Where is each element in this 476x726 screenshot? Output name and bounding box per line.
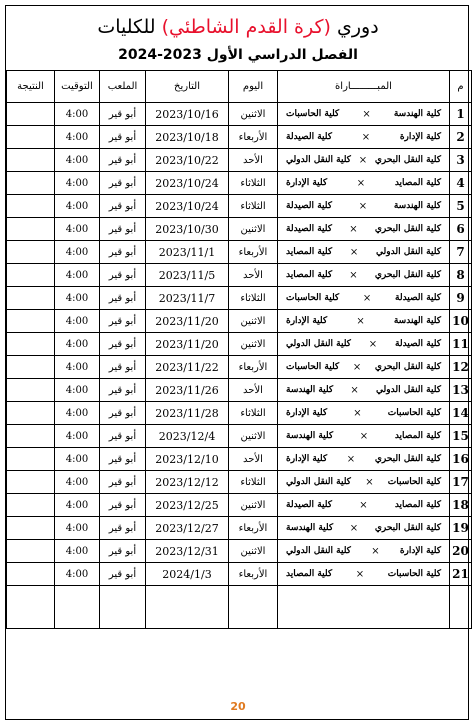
match-date: 2023/11/28 — [146, 402, 229, 425]
table-row — [7, 563, 472, 586]
vs-mark: × — [365, 476, 374, 488]
team-a: كلية النقل الدولي — [376, 385, 441, 395]
match-venue: أبو قير — [100, 517, 146, 540]
match-cell — [278, 517, 450, 540]
team-a: كلية الحاسبات — [387, 569, 441, 579]
match-day: الأحد — [229, 448, 278, 471]
match-cell — [278, 241, 450, 264]
vs-mark: × — [361, 131, 371, 143]
schedule-table — [6, 70, 472, 629]
team-a: كلية النقل البحري — [374, 155, 441, 165]
team-b: كلية الإدارة — [286, 454, 328, 464]
match-day: الأحد — [229, 379, 278, 402]
match-venue: أبو قير — [100, 287, 146, 310]
table-row — [7, 471, 472, 494]
team-a: كلية الصيدلة — [395, 293, 441, 303]
team-a: كلية النقل البحري — [374, 454, 441, 464]
match-date: 2023/12/27 — [146, 517, 229, 540]
match-venue: أبو قير — [100, 310, 146, 333]
team-b: كلية النقل الدولي — [286, 339, 351, 349]
team-a: كلية الحاسبات — [387, 408, 441, 418]
team-a: كلية الهندسة — [393, 201, 441, 211]
vs-mark: × — [350, 384, 359, 396]
match-result — [7, 471, 55, 494]
team-a: كلية النقل البحري — [374, 523, 441, 533]
match-cell — [278, 448, 450, 471]
team-b: كلية الحاسبات — [286, 362, 340, 372]
match-date: 2023/10/30 — [146, 218, 229, 241]
match-number: 15 — [450, 425, 472, 448]
match-date: 2023/10/16 — [146, 103, 229, 126]
match-cell — [278, 218, 450, 241]
match-venue: أبو قير — [100, 241, 146, 264]
team-a: كلية النقل البحري — [374, 224, 441, 234]
match-day: الاثنين — [229, 540, 278, 563]
match-time: 4:00 — [55, 103, 100, 126]
vs-mark: × — [349, 246, 359, 258]
match-cell — [278, 126, 450, 149]
team-b: كلية الإدارة — [286, 316, 328, 326]
match-time: 4:00 — [55, 310, 100, 333]
match-result — [7, 494, 55, 517]
match-result — [7, 563, 55, 586]
match-teams — [278, 477, 449, 488]
match-venue: أبو قير — [100, 425, 146, 448]
match-date: 2023/12/25 — [146, 494, 229, 517]
empty-cell — [278, 586, 450, 629]
team-a: كلية الصيدلة — [395, 339, 441, 349]
match-result — [7, 379, 55, 402]
match-result — [7, 448, 55, 471]
match-date: 2023/12/12 — [146, 471, 229, 494]
team-b: كلية النقل الدولي — [286, 155, 351, 165]
team-a: كلية المصايد — [394, 431, 441, 441]
team-a: كلية الحاسبات — [387, 477, 441, 487]
vs-mark: × — [356, 177, 366, 189]
match-result — [7, 218, 55, 241]
match-day: الأربعاء — [229, 517, 278, 540]
team-b: كلية المصايد — [286, 270, 333, 280]
match-result — [7, 149, 55, 172]
team-a: كلية الهندسة — [393, 109, 441, 119]
match-day: الأربعاء — [229, 241, 278, 264]
table-header-row — [7, 71, 472, 103]
match-number: 18 — [450, 494, 472, 517]
match-cell — [278, 264, 450, 287]
match-time: 4:00 — [55, 425, 100, 448]
match-cell — [278, 471, 450, 494]
match-result — [7, 172, 55, 195]
match-time: 4:00 — [55, 356, 100, 379]
match-day: الاثنين — [229, 310, 278, 333]
match-cell — [278, 333, 450, 356]
document-subtitle: الفصل الدراسي الأول 2023-2024 — [118, 47, 358, 63]
match-result — [7, 195, 55, 218]
match-teams — [278, 523, 449, 534]
match-venue: أبو قير — [100, 471, 146, 494]
team-a: كلية الإدارة — [399, 132, 441, 142]
match-day: الاثنين — [229, 218, 278, 241]
match-teams — [278, 201, 449, 212]
vs-mark: × — [368, 338, 378, 350]
table-row — [7, 149, 472, 172]
match-day: الاثنين — [229, 425, 278, 448]
match-result — [7, 310, 55, 333]
match-date: 2023/11/22 — [146, 356, 229, 379]
team-b: كلية الصيدلة — [286, 500, 332, 510]
empty-cell — [450, 586, 472, 629]
match-result — [7, 241, 55, 264]
team-b: كلية الصيدلة — [286, 224, 333, 234]
match-day: الثلاثاء — [229, 471, 278, 494]
col-header-time: التوقيت — [55, 71, 100, 103]
match-cell — [278, 540, 450, 563]
vs-mark: × — [358, 154, 368, 166]
team-a: كلية النقل البحري — [374, 362, 441, 372]
match-number: 10 — [450, 310, 472, 333]
team-b: كلية الصيدلة — [286, 201, 332, 211]
vs-mark: × — [353, 407, 362, 419]
match-teams — [278, 431, 449, 442]
title-suffix: للكليات — [97, 16, 162, 38]
match-venue: أبو قير — [100, 448, 146, 471]
vs-mark: × — [359, 430, 369, 442]
match-time: 4:00 — [55, 402, 100, 425]
match-number: 9 — [450, 287, 472, 310]
match-result — [7, 402, 55, 425]
vs-mark: × — [359, 499, 368, 511]
match-time: 4:00 — [55, 172, 100, 195]
team-b: كلية الإدارة — [286, 408, 328, 418]
match-day: الأربعاء — [229, 356, 278, 379]
match-number: 21 — [450, 563, 472, 586]
match-date: 2023/10/24 — [146, 172, 229, 195]
title-sport-name: (كرة القدم الشاطئي) — [161, 16, 331, 38]
col-header-num: م — [450, 71, 472, 103]
vs-mark: × — [362, 292, 372, 304]
match-result — [7, 517, 55, 540]
table-row — [7, 126, 472, 149]
team-a: كلية الهندسة — [393, 316, 441, 326]
match-teams — [278, 408, 449, 419]
match-teams — [278, 293, 449, 304]
match-day: الثلاثاء — [229, 172, 278, 195]
table-row — [7, 379, 472, 402]
team-b: كلية النقل الدولي — [286, 546, 351, 556]
vs-mark: × — [352, 361, 362, 373]
match-teams — [278, 362, 449, 373]
match-time: 4:00 — [55, 241, 100, 264]
match-teams — [278, 316, 449, 327]
empty-cell — [7, 586, 55, 629]
match-cell — [278, 356, 450, 379]
match-number: 16 — [450, 448, 472, 471]
match-number: 6 — [450, 218, 472, 241]
match-venue: أبو قير — [100, 494, 146, 517]
match-date: 2023/12/4 — [146, 425, 229, 448]
match-day: الثلاثاء — [229, 287, 278, 310]
match-day: الأربعاء — [229, 126, 278, 149]
match-number: 20 — [450, 540, 472, 563]
match-date: 2023/10/22 — [146, 149, 229, 172]
table-row — [7, 517, 472, 540]
match-result — [7, 103, 55, 126]
table-empty-row — [7, 586, 472, 629]
match-time: 4:00 — [55, 517, 100, 540]
empty-cell — [146, 586, 229, 629]
match-number: 1 — [450, 103, 472, 126]
match-number: 13 — [450, 379, 472, 402]
match-teams — [278, 339, 449, 350]
match-venue: أبو قير — [100, 402, 146, 425]
match-day: الاثنين — [229, 494, 278, 517]
match-cell — [278, 103, 450, 126]
col-header-date: التاريخ — [146, 71, 229, 103]
team-b: كلية المصايد — [286, 247, 333, 257]
match-date: 2023/11/26 — [146, 379, 229, 402]
match-day: الاثنين — [229, 103, 278, 126]
match-time: 4:00 — [55, 379, 100, 402]
vs-mark: × — [355, 568, 365, 580]
team-a: كلية النقل الدولي — [376, 247, 441, 257]
match-date: 2023/12/31 — [146, 540, 229, 563]
table-row — [7, 264, 472, 287]
table-row — [7, 356, 472, 379]
match-day: الاثنين — [229, 333, 278, 356]
team-b: كلية الحاسبات — [286, 109, 340, 119]
match-cell — [278, 287, 450, 310]
match-result — [7, 356, 55, 379]
match-cell — [278, 494, 450, 517]
document-title — [0, 16, 476, 38]
team-a: كلية الإدارة — [399, 546, 441, 556]
match-date: 2023/10/18 — [146, 126, 229, 149]
table-row — [7, 218, 472, 241]
match-teams — [278, 270, 449, 281]
vs-mark: × — [349, 522, 359, 534]
vs-mark: × — [349, 223, 358, 235]
match-day: الثلاثاء — [229, 195, 278, 218]
match-cell — [278, 149, 450, 172]
match-teams — [278, 224, 449, 235]
match-cell — [278, 402, 450, 425]
team-b: كلية الهندسة — [286, 431, 334, 441]
table-row — [7, 172, 472, 195]
empty-cell — [229, 586, 278, 629]
table-row — [7, 310, 472, 333]
match-cell — [278, 195, 450, 218]
match-number: 5 — [450, 195, 472, 218]
match-result — [7, 126, 55, 149]
match-date: 2023/12/10 — [146, 448, 229, 471]
vs-mark: × — [346, 453, 356, 465]
col-header-match: المبـــــــــاراة — [278, 71, 450, 103]
match-day: الأربعاء — [229, 563, 278, 586]
match-result — [7, 287, 55, 310]
team-b: كلية الحاسبات — [286, 293, 340, 303]
match-time: 4:00 — [55, 126, 100, 149]
match-teams — [278, 247, 449, 258]
table-row — [7, 540, 472, 563]
match-venue: أبو قير — [100, 149, 146, 172]
match-venue: أبو قير — [100, 333, 146, 356]
col-header-result: النتيجة — [7, 71, 55, 103]
col-header-venue: الملعب — [100, 71, 146, 103]
empty-cell — [55, 586, 100, 629]
match-date: 2023/11/1 — [146, 241, 229, 264]
table-row — [7, 494, 472, 517]
match-venue: أبو قير — [100, 126, 146, 149]
match-time: 4:00 — [55, 287, 100, 310]
vs-mark: × — [349, 269, 358, 281]
match-teams — [278, 500, 449, 511]
team-a: كلية المصايد — [394, 178, 441, 188]
match-venue: أبو قير — [100, 379, 146, 402]
team-a: كلية النقل البحري — [374, 270, 441, 280]
match-result — [7, 425, 55, 448]
match-number: 8 — [450, 264, 472, 287]
match-time: 4:00 — [55, 563, 100, 586]
match-venue: أبو قير — [100, 172, 146, 195]
table-row — [7, 333, 472, 356]
team-a: كلية المصايد — [394, 500, 441, 510]
match-date: 2024/1/3 — [146, 563, 229, 586]
match-time: 4:00 — [55, 333, 100, 356]
team-b: كلية النقل الدولي — [286, 477, 351, 487]
match-date: 2023/11/5 — [146, 264, 229, 287]
match-teams — [278, 569, 449, 580]
vs-mark: × — [358, 200, 368, 212]
match-number: 11 — [450, 333, 472, 356]
match-teams — [278, 546, 449, 557]
match-result — [7, 540, 55, 563]
match-time: 4:00 — [55, 195, 100, 218]
match-number: 4 — [450, 172, 472, 195]
match-number: 2 — [450, 126, 472, 149]
match-cell — [278, 172, 450, 195]
schedule-body — [7, 103, 472, 629]
match-date: 2023/10/24 — [146, 195, 229, 218]
match-number: 3 — [450, 149, 472, 172]
table-row — [7, 241, 472, 264]
match-teams — [278, 178, 449, 189]
title-prefix: دوري — [330, 16, 379, 38]
table-row — [7, 287, 472, 310]
vs-mark: × — [356, 315, 365, 327]
match-venue: أبو قير — [100, 218, 146, 241]
match-teams — [278, 109, 449, 120]
match-venue: أبو قير — [100, 264, 146, 287]
team-b: كلية الصيدلة — [286, 132, 333, 142]
col-header-day: اليوم — [229, 71, 278, 103]
match-cell — [278, 310, 450, 333]
team-b: كلية الهندسة — [286, 385, 334, 395]
match-number: 7 — [450, 241, 472, 264]
match-number: 17 — [450, 471, 472, 494]
match-date: 2023/11/20 — [146, 310, 229, 333]
match-time: 4:00 — [55, 494, 100, 517]
match-cell — [278, 379, 450, 402]
match-day: الثلاثاء — [229, 402, 278, 425]
match-teams — [278, 385, 449, 396]
table-row — [7, 425, 472, 448]
match-time: 4:00 — [55, 471, 100, 494]
match-number: 14 — [450, 402, 472, 425]
vs-mark: × — [362, 108, 371, 120]
team-b: كلية الإدارة — [286, 178, 328, 188]
match-cell — [278, 425, 450, 448]
match-cell — [278, 563, 450, 586]
page-number: 20 — [230, 700, 246, 713]
match-day: الأحد — [229, 149, 278, 172]
match-teams — [278, 155, 449, 166]
match-result — [7, 264, 55, 287]
vs-mark: × — [371, 545, 380, 557]
match-teams — [278, 132, 449, 143]
table-row — [7, 402, 472, 425]
match-time: 4:00 — [55, 540, 100, 563]
match-number: 19 — [450, 517, 472, 540]
team-b: كلية المصايد — [286, 569, 333, 579]
match-venue: أبو قير — [100, 563, 146, 586]
match-teams — [278, 454, 449, 465]
match-number: 12 — [450, 356, 472, 379]
match-day: الأحد — [229, 264, 278, 287]
match-time: 4:00 — [55, 448, 100, 471]
match-venue: أبو قير — [100, 103, 146, 126]
match-time: 4:00 — [55, 149, 100, 172]
table-row — [7, 103, 472, 126]
match-date: 2023/11/20 — [146, 333, 229, 356]
match-venue: أبو قير — [100, 195, 146, 218]
match-result — [7, 333, 55, 356]
match-time: 4:00 — [55, 264, 100, 287]
table-row — [7, 448, 472, 471]
table-row — [7, 195, 472, 218]
team-b: كلية الهندسة — [286, 523, 334, 533]
match-venue: أبو قير — [100, 540, 146, 563]
match-venue: أبو قير — [100, 356, 146, 379]
match-date: 2023/11/7 — [146, 287, 229, 310]
match-time: 4:00 — [55, 218, 100, 241]
empty-cell — [100, 586, 146, 629]
